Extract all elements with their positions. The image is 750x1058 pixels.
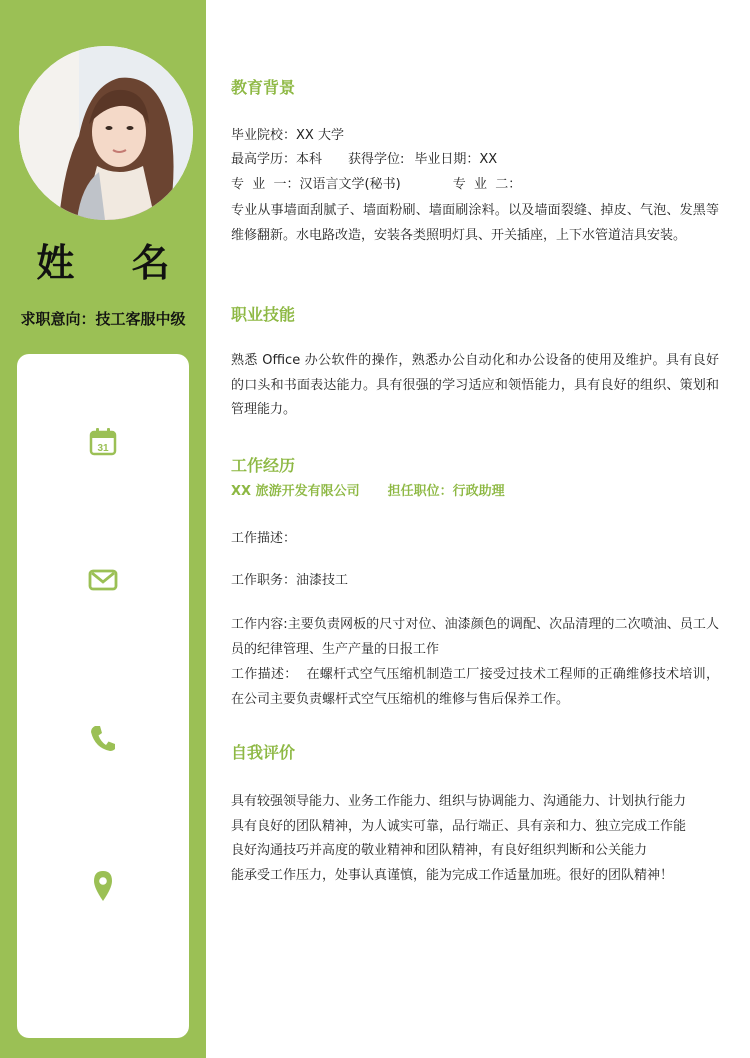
work-content: 工作内容:主要负责网板的尺寸对位、油漆颜色的调配、次品清理的二次喷油、员工人员的纪律管理、生产产量的日报工作 — [231, 617, 719, 657]
self-eval-line: 良好沟通技巧并高度的敬业精神和团队精神，有良好组织判断和公关能力 — [231, 843, 648, 858]
degree-line — [231, 148, 497, 172]
education-description: 专业从事墙面刮腻子、墙面粉刷、墙面刷涂料。以及墙面裂缝、掉皮、气泡、发黑等维修翻新。水电路改造，安装各类照明灯具、开关插座，上下水管道洁具安装。 — [231, 203, 719, 243]
highest-degree: 最高学历：本科 — [231, 152, 323, 167]
work-desc-label: 工作描述： — [231, 531, 297, 546]
major-one: 专 业 一：汉语言文学(秘书) — [231, 177, 401, 192]
svg-text:31: 31 — [97, 443, 109, 454]
work-description: 工作描述： 在螺杆式空气压缩机制造工厂接受过技术工程师的正确维修技术培训，在公司主要负责螺杆式空气压缩机的维修与售后保养工作。 — [231, 667, 719, 707]
degree-obtained: 获得学位: — [348, 152, 405, 167]
major-line — [231, 173, 521, 197]
job-objective: 求职意向：技工客服中级 — [20, 310, 186, 328]
company-line — [231, 480, 505, 499]
company-name: XX 旅游开发有限公司 — [231, 484, 360, 499]
work-heading: 工作经历 — [231, 456, 296, 475]
skills-text: 熟悉 Office 办公软件的操作，熟悉办公自动化和办公设备的使用及维护。具有良好的口头和书面表达能力。具有很强的学习适应和领悟能力，具有良好的组织、策划和管理能力。 — [231, 353, 719, 417]
contact-card — [17, 354, 189, 1038]
sidebar — [0, 0, 206, 1058]
skills-heading: 职业技能 — [231, 305, 296, 324]
calendar-icon — [83, 422, 123, 462]
avatar — [19, 46, 193, 220]
self-eval-line: 能承受工作压力，处事认真谨慎，能为完成工作适量加班。很好的团队精神！ — [231, 868, 674, 883]
position-title: 担任职位：行政助理 — [387, 484, 505, 499]
mail-icon — [83, 560, 123, 600]
education-heading: 教育背景 — [231, 78, 296, 97]
profile-photo — [19, 46, 193, 220]
phone-icon — [83, 718, 123, 758]
major-two: 专 业 二： — [452, 177, 522, 192]
school-line: 毕业院校：XX 大学 — [231, 128, 344, 143]
self-eval-line: 具有良好的团队精神，为人诚实可靠，品行端正、具有亲和力、独立完成工作能 — [231, 819, 687, 834]
graduation-date: 毕业日期：XX — [414, 152, 498, 167]
self-eval-heading: 自我评价 — [231, 743, 296, 762]
candidate-name: 姓 名 — [36, 241, 192, 285]
self-eval-line: 具有较强领导能力、业务工作能力、组织与协调能力、沟通能力、计划执行能力 — [231, 794, 687, 809]
work-duty: 工作职务：油漆技工 — [231, 573, 349, 588]
location-icon — [83, 866, 123, 906]
